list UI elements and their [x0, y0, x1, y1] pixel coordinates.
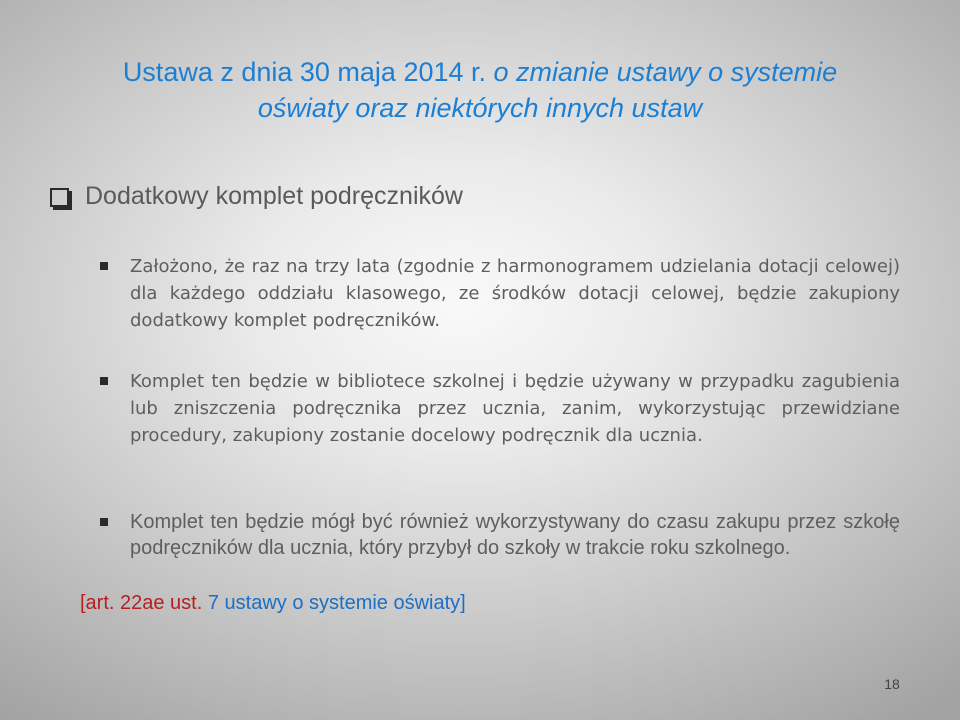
checkbox-icon	[50, 188, 69, 207]
citation-article: [art. 22ae ust.	[80, 592, 203, 614]
slide-title	[70, 54, 890, 126]
page-number: 18	[884, 676, 900, 692]
square-bullet-icon	[100, 518, 108, 526]
citation-act: 7 ustawy o systemie oświaty]	[202, 592, 466, 614]
bullet-item	[100, 509, 900, 561]
title-italic-part-1: o zmianie ustawy o systemie	[493, 57, 838, 87]
square-bullet-icon	[100, 377, 108, 385]
legal-citation	[80, 592, 466, 615]
bullet-text: Komplet ten będzie w bibliotece szkolnej i będzie używany w przypadku zagubienia lub zniszczenia podręcznika przez ucznia, zanim, wykorzystując przewidziane procedury, zakupiony zostanie docelowy podręcznik dla ucznia.	[130, 371, 900, 446]
bullet-text: Założono, że raz na trzy lata (zgodnie z harmonogramem udzielania dotacji celowej) dla każdego oddziału klasowego, ze środków dotacji celowej, będzie zakupiony dodatkowy komplet podręczników.	[130, 256, 900, 331]
section-heading	[50, 182, 463, 211]
bullet-text: Komplet ten będzie mógł być również wykorzystywany do czasu zakupu przez szkołę podręczników dla ucznia, który przybył do szkoły w trakcie roku szkolnego.	[130, 511, 900, 559]
square-bullet-icon	[100, 262, 108, 270]
section-heading-text: Dodatkowy komplet podręczników	[85, 182, 463, 210]
title-italic-part-2: oświaty oraz niektórych innych ustaw	[257, 93, 703, 123]
bullet-item	[100, 253, 900, 334]
bullet-item	[100, 368, 900, 449]
title-plain-part: Ustawa z dnia 30 maja 2014 r.	[122, 57, 494, 87]
